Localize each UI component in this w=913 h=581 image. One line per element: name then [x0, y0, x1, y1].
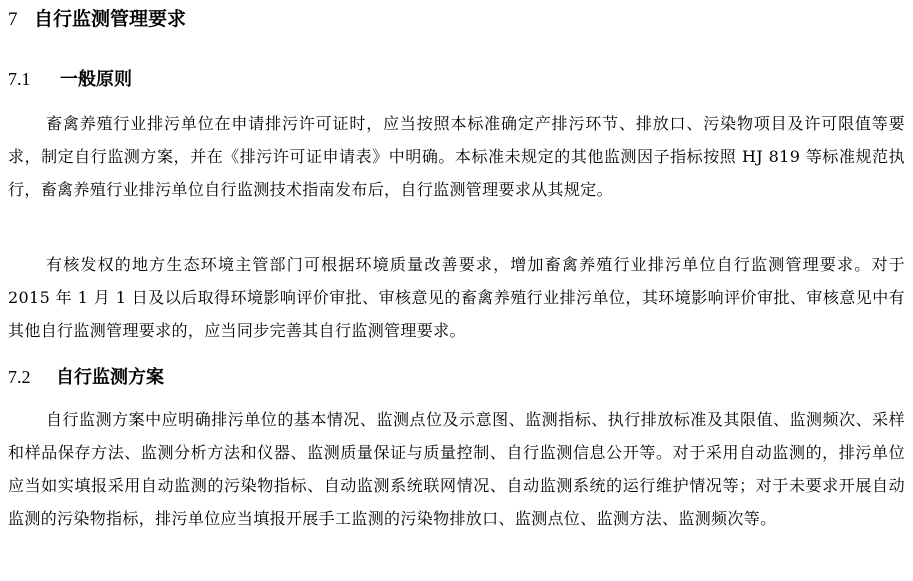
section-heading	[8, 6, 186, 33]
subsection-title: 自行监测方案	[56, 367, 164, 388]
paragraph-7-1-2: 有核发权的地方生态环境主管部门可根据环境质量改善要求，增加畜禽养殖行业排污单位自行监测管理要求。对于 2015 年 1 月 1 日及以后取得环境影响评价审批、审核意见的畜禽养殖行业排污单位，其环境影响评价审批、审核意见中有其他自行监测管理要求的，应当同步完善其自行监测管理要求。	[8, 255, 905, 340]
subsection-title: 一般原则	[60, 69, 132, 90]
subsection-heading-7-2	[8, 364, 164, 391]
section-title: 自行监测管理要求	[34, 8, 187, 30]
paragraph-7-2-1: 自行监测方案中应明确排污单位的基本情况、监测点位及示意图、监测指标、执行排放标准及其限值、监测频次、采样和样品保存方法、监测分析方法和仪器、监测质量保证与质量控制、自行监测信息公开等。对于采用自动监测的，排污单位应当如实填报采用自动监测的污染物指标、自动监测系统联网情况、自动监测系统的运行维护情况等；对于未要求开展自动监测的污染物指标，排污单位应当填报开展手工监测的污染物排放口、监测点位、监测方法、监测频次等。	[8, 410, 905, 528]
paragraph-7-1-1: 畜禽养殖行业排污单位在申请排污许可证时，应当按照本标准确定产排污环节、排放口、污染物项目及许可限值等要求，制定自行监测方案，并在《排污许可证申请表》中明确。本标准未规定的其他监测因子指标按照 HJ 819 等标准规范执行，畜禽养殖行业排污单位自行监测技术指南发布后，自行监测管理要求从其规定。	[8, 114, 905, 199]
subsection-number: 7.2	[8, 367, 31, 387]
subsection-number: 7.1	[8, 69, 31, 89]
section-number: 7	[8, 9, 18, 30]
subsection-heading-7-1	[8, 66, 132, 93]
